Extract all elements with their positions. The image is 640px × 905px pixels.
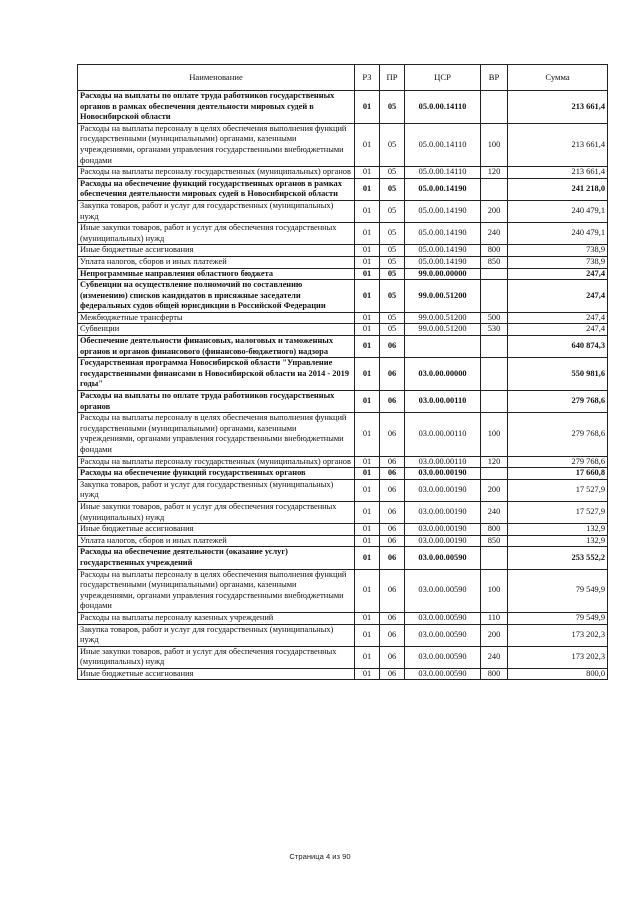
cell-csr: 99.0.00.51200 [405, 280, 481, 313]
cell-rz: 01 [355, 312, 380, 324]
cell-csr: 03.0.00.00110 [405, 413, 481, 456]
cell-csr: 03.0.00.00590 [405, 569, 481, 612]
cell-vr: 200 [481, 200, 508, 222]
cell-rz: 01 [355, 280, 380, 313]
cell-vr: 100 [481, 123, 508, 166]
cell-pr: 06 [380, 358, 405, 391]
cell-pr: 06 [380, 535, 405, 547]
cell-vr [481, 268, 508, 280]
cell-rz: 01 [355, 391, 380, 413]
cell-csr: 03.0.00.00590 [405, 547, 481, 569]
cell-csr: 05.0.00.14110 [405, 123, 481, 166]
cell-pr: 06 [380, 668, 405, 680]
cell-sum: 79 549,9 [508, 569, 608, 612]
cell-name: Расходы на выплаты персоналу казенных учреждений [78, 612, 355, 624]
cell-sum: 132,9 [508, 535, 608, 547]
cell-vr: 850 [481, 535, 508, 547]
table-row [78, 391, 608, 413]
cell-rz: 01 [355, 468, 380, 480]
cell-rz: 01 [355, 624, 380, 646]
cell-vr: 120 [481, 456, 508, 468]
cell-name: Иные закупки товаров, работ и услуг для обеспечения государственных (муниципальных) нужд [78, 646, 355, 668]
cell-csr: 05.0.00.14190 [405, 245, 481, 257]
cell-sum: 240 479,1 [508, 200, 608, 222]
page-number: Страница 4 из 90 [289, 852, 351, 861]
cell-vr: 200 [481, 624, 508, 646]
cell-sum: 213 661,4 [508, 123, 608, 166]
cell-name: Иные бюджетные ассигнования [78, 668, 355, 680]
table-row [78, 524, 608, 536]
table-row [78, 167, 608, 179]
cell-rz: 01 [355, 547, 380, 569]
cell-sum: 247,4 [508, 280, 608, 313]
cell-name: Закупка товаров, работ и услуг для государственных (муниципальных) нужд [78, 624, 355, 646]
cell-pr: 06 [380, 569, 405, 612]
table-row [78, 280, 608, 313]
cell-pr: 06 [380, 624, 405, 646]
header-sum: Сумма [508, 65, 608, 91]
cell-sum: 17 660,8 [508, 468, 608, 480]
cell-rz: 01 [355, 245, 380, 257]
cell-name: Закупка товаров, работ и услуг для государственных (муниципальных) нужд [78, 200, 355, 222]
cell-rz: 01 [355, 324, 380, 336]
cell-sum: 79 549,9 [508, 612, 608, 624]
cell-name: Иные бюджетные ассигнования [78, 524, 355, 536]
header-rz: РЗ [355, 65, 380, 91]
cell-name: Субвенции [78, 324, 355, 336]
cell-csr: 99.0.00.00000 [405, 268, 481, 280]
cell-rz: 01 [355, 223, 380, 245]
cell-rz: 01 [355, 167, 380, 179]
cell-name: Непрограммные направления областного бюджета [78, 268, 355, 280]
cell-csr: 03.0.00.00190 [405, 524, 481, 536]
table-row [78, 324, 608, 336]
table-row [78, 468, 608, 480]
cell-csr: 03.0.00.00190 [405, 535, 481, 547]
cell-csr: 03.0.00.00590 [405, 612, 481, 624]
cell-vr [481, 178, 508, 200]
cell-vr: 800 [481, 245, 508, 257]
cell-name: Расходы на обеспечение функций государственных органов [78, 468, 355, 480]
cell-name: Расходы на обеспечение деятельности (оказание услуг) государственных учреждений [78, 547, 355, 569]
cell-sum: 253 552,2 [508, 547, 608, 569]
cell-vr: 240 [481, 646, 508, 668]
table-row [78, 123, 608, 166]
cell-pr: 06 [380, 612, 405, 624]
cell-rz: 01 [355, 358, 380, 391]
cell-vr [481, 358, 508, 391]
cell-name: Межбюджетные трансферты [78, 312, 355, 324]
cell-rz: 01 [355, 178, 380, 200]
cell-vr: 240 [481, 223, 508, 245]
cell-name: Расходы на выплаты персоналу в целях обеспечения выполнения функций государственными (муниципальными) органами, казенными учреждениями, органами управления государственными внебюджетными фондами [78, 123, 355, 166]
table-row [78, 245, 608, 257]
cell-pr: 06 [380, 456, 405, 468]
cell-pr: 06 [380, 524, 405, 536]
cell-rz: 01 [355, 535, 380, 547]
cell-sum: 738,9 [508, 245, 608, 257]
cell-csr: 03.0.00.00190 [405, 468, 481, 480]
cell-pr: 05 [380, 91, 405, 124]
cell-rz: 01 [355, 413, 380, 456]
cell-pr: 06 [380, 501, 405, 523]
cell-pr: 06 [380, 479, 405, 501]
table-body [78, 91, 608, 680]
cell-name: Расходы на выплаты персоналу государственных (муниципальных) органов [78, 456, 355, 468]
cell-sum: 247,4 [508, 324, 608, 336]
cell-sum: 247,4 [508, 268, 608, 280]
table-row [78, 501, 608, 523]
cell-name: Государственная программа Новосибирской области "Управление государственными финансами в Новосибирской области на 2014 - 2019 годы" [78, 358, 355, 391]
cell-csr [405, 336, 481, 358]
cell-sum: 800,0 [508, 668, 608, 680]
table-row [78, 547, 608, 569]
cell-name: Расходы на выплаты по оплате труда работников государственных органов в рамках обеспечения деятельности мировых судей в Новосибирской области [78, 91, 355, 124]
cell-vr [481, 391, 508, 413]
table-row [78, 312, 608, 324]
cell-rz: 01 [355, 123, 380, 166]
cell-pr: 06 [380, 391, 405, 413]
table-row [78, 668, 608, 680]
cell-csr: 05.0.00.14110 [405, 167, 481, 179]
cell-vr: 100 [481, 413, 508, 456]
table-row [78, 479, 608, 501]
cell-rz: 01 [355, 612, 380, 624]
cell-csr: 05.0.00.14190 [405, 223, 481, 245]
cell-sum: 240 479,1 [508, 223, 608, 245]
cell-sum: 241 218,0 [508, 178, 608, 200]
cell-vr: 110 [481, 612, 508, 624]
cell-pr: 05 [380, 245, 405, 257]
table-row [78, 624, 608, 646]
cell-vr: 800 [481, 524, 508, 536]
cell-name: Обеспечение деятельности финансовых, налоговых и таможенных органов и органов финансового (финансово-бюджетного) надзора [78, 336, 355, 358]
cell-name: Расходы на выплаты персоналу в целях обеспечения выполнения функций государственными (муниципальными) органами, казенными учреждениями, органами управления государственными внебюджетными фондами [78, 569, 355, 612]
table-row [78, 178, 608, 200]
cell-sum: 213 661,4 [508, 91, 608, 124]
cell-pr: 06 [380, 547, 405, 569]
cell-rz: 01 [355, 456, 380, 468]
cell-sum: 213 661,4 [508, 167, 608, 179]
cell-sum: 279 768,6 [508, 391, 608, 413]
cell-vr [481, 468, 508, 480]
header-vr: ВР [481, 65, 508, 91]
cell-name: Уплата налогов, сборов и иных платежей [78, 535, 355, 547]
table-row [78, 256, 608, 268]
cell-csr: 03.0.00.00590 [405, 668, 481, 680]
table-row [78, 91, 608, 124]
table-header [78, 65, 608, 91]
cell-vr: 530 [481, 324, 508, 336]
cell-csr: 03.0.00.00190 [405, 501, 481, 523]
cell-rz: 01 [355, 91, 380, 124]
cell-vr [481, 91, 508, 124]
cell-pr: 05 [380, 200, 405, 222]
header-csr: ЦСР [405, 65, 481, 91]
cell-csr: 03.0.00.00190 [405, 479, 481, 501]
cell-pr: 05 [380, 268, 405, 280]
table-row [78, 200, 608, 222]
cell-pr: 06 [380, 413, 405, 456]
cell-csr: 05.0.00.14190 [405, 200, 481, 222]
cell-csr: 03.0.00.00110 [405, 391, 481, 413]
cell-vr: 500 [481, 312, 508, 324]
header-pr: ПР [380, 65, 405, 91]
cell-sum: 640 874,3 [508, 336, 608, 358]
cell-pr: 05 [380, 223, 405, 245]
header-name: Наименование [78, 65, 355, 91]
cell-vr: 200 [481, 479, 508, 501]
cell-pr: 05 [380, 324, 405, 336]
cell-csr: 05.0.00.14190 [405, 256, 481, 268]
cell-rz: 01 [355, 336, 380, 358]
cell-vr [481, 547, 508, 569]
cell-rz: 01 [355, 524, 380, 536]
cell-sum: 132,9 [508, 524, 608, 536]
table-row [78, 358, 608, 391]
cell-csr: 05.0.00.14110 [405, 91, 481, 124]
cell-rz: 01 [355, 479, 380, 501]
table-row [78, 268, 608, 280]
header-row [78, 65, 608, 91]
cell-name: Расходы на выплаты по оплате труда работников государственных органов [78, 391, 355, 413]
cell-vr: 800 [481, 668, 508, 680]
cell-name: Иные закупки товаров, работ и услуг для обеспечения государственных (муниципальных) нужд [78, 501, 355, 523]
cell-rz: 01 [355, 668, 380, 680]
cell-name: Субвенции на осуществление полномочий по составлению (изменению) списков кандидатов в присяжные заседатели федеральных судов общей юрисдикции в Российской Федерации [78, 280, 355, 313]
cell-rz: 01 [355, 268, 380, 280]
cell-sum: 173 202,3 [508, 646, 608, 668]
table-row [78, 223, 608, 245]
cell-rz: 01 [355, 501, 380, 523]
cell-vr: 100 [481, 569, 508, 612]
cell-sum: 279 768,6 [508, 413, 608, 456]
cell-pr: 06 [380, 646, 405, 668]
table-row [78, 646, 608, 668]
cell-sum: 279 768,6 [508, 456, 608, 468]
table-row [78, 569, 608, 612]
cell-sum: 173 202,3 [508, 624, 608, 646]
cell-pr: 05 [380, 167, 405, 179]
cell-pr: 05 [380, 256, 405, 268]
cell-name: Расходы на выплаты персоналу государственных (муниципальных) органов [78, 167, 355, 179]
cell-csr: 03.0.00.00110 [405, 456, 481, 468]
cell-csr: 05.0.00.14190 [405, 178, 481, 200]
cell-pr: 05 [380, 178, 405, 200]
cell-csr: 03.0.00.00590 [405, 646, 481, 668]
cell-vr: 120 [481, 167, 508, 179]
cell-name: Расходы на обеспечение функций государственных органов в рамках обеспечения деятельности мировых судей в Новосибирской области [78, 178, 355, 200]
cell-vr: 850 [481, 256, 508, 268]
budget-table [77, 64, 608, 680]
table-row [78, 535, 608, 547]
table-row [78, 413, 608, 456]
cell-rz: 01 [355, 200, 380, 222]
table-row [78, 456, 608, 468]
cell-csr: 03.0.00.00590 [405, 624, 481, 646]
table-row [78, 336, 608, 358]
cell-pr: 05 [380, 312, 405, 324]
cell-csr: 03.0.00.00000 [405, 358, 481, 391]
cell-sum: 738,9 [508, 256, 608, 268]
cell-pr: 05 [380, 280, 405, 313]
cell-csr: 99.0.00.51200 [405, 312, 481, 324]
cell-csr: 99.0.00.51200 [405, 324, 481, 336]
cell-sum: 247,4 [508, 312, 608, 324]
table-row [78, 612, 608, 624]
cell-vr [481, 336, 508, 358]
cell-name: Расходы на выплаты персоналу в целях обеспечения выполнения функций государственными (муниципальными) органами, казенными учреждениями, органами управления государственными внебюджетными фондами [78, 413, 355, 456]
cell-vr: 240 [481, 501, 508, 523]
cell-name: Иные закупки товаров, работ и услуг для обеспечения государственных (муниципальных) нужд [78, 223, 355, 245]
cell-rz: 01 [355, 646, 380, 668]
cell-sum: 17 527,9 [508, 479, 608, 501]
cell-name: Закупка товаров, работ и услуг для государственных (муниципальных) нужд [78, 479, 355, 501]
cell-pr: 06 [380, 468, 405, 480]
cell-name: Иные бюджетные ассигнования [78, 245, 355, 257]
cell-sum: 550 981,6 [508, 358, 608, 391]
cell-name: Уплата налогов, сборов и иных платежей [78, 256, 355, 268]
cell-rz: 01 [355, 569, 380, 612]
cell-sum: 17 527,9 [508, 501, 608, 523]
cell-vr [481, 280, 508, 313]
cell-pr: 05 [380, 123, 405, 166]
cell-pr: 06 [380, 336, 405, 358]
cell-rz: 01 [355, 256, 380, 268]
